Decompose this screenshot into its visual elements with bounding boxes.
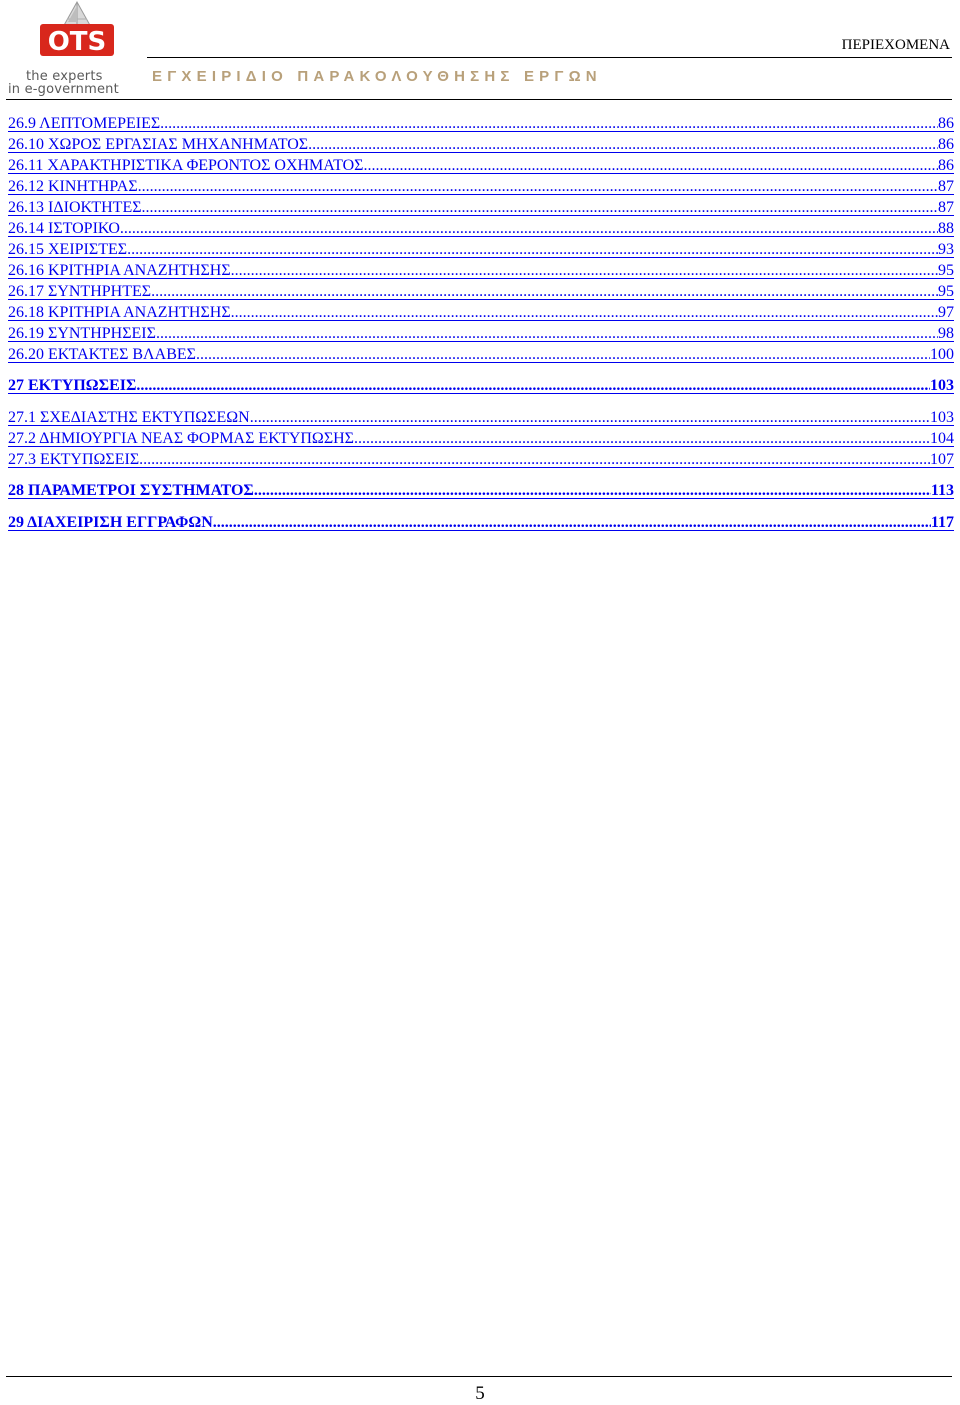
- toc-section-link[interactable]: [8, 326, 954, 347]
- header-bottom-divider: [6, 99, 952, 100]
- toc-entry-page: 117: [930, 515, 954, 531]
- toc-dot-leader: [196, 347, 930, 363]
- toc-entry-title: 29 ΔΙΑΧΕΙΡΙΣΗ ΕΓΓΡΑΦΩΝ: [8, 515, 213, 531]
- section-title: ΠΕΡΙΕΧΟΜΕΝΑ: [841, 37, 950, 53]
- toc-section-link[interactable]: [8, 179, 954, 200]
- toc-section-link[interactable]: [8, 452, 954, 473]
- footer-divider: [6, 1376, 952, 1377]
- toc-entry-page: 113: [930, 483, 954, 499]
- toc-dot-leader: [250, 410, 930, 426]
- toc-entry-page: 107: [930, 452, 954, 468]
- toc-dot-leader: [160, 116, 938, 132]
- toc-dot-leader: [308, 137, 938, 153]
- toc-section-link[interactable]: [8, 284, 954, 305]
- toc-dot-leader: [254, 483, 931, 499]
- logo-wordmark: OTS: [47, 27, 107, 57]
- logo-slogan-line1: the experts: [26, 69, 103, 84]
- toc-section-link[interactable]: [8, 410, 954, 431]
- toc-entry-page: 103: [930, 378, 954, 394]
- toc-entry-title: 26.18 ΚΡΙΤΗΡΙΑ ΑΝΑΖΗΤΗΣΗΣ: [8, 305, 231, 321]
- toc-dot-leader: [156, 326, 938, 342]
- toc-entry-page: 95: [938, 284, 954, 300]
- toc-entry-page: 98: [938, 326, 954, 342]
- toc-chapter-link[interactable]: [8, 483, 954, 505]
- toc-entry-page: 86: [938, 137, 954, 153]
- document-subtitle: ΕΓΧΕΙΡΙΔΙΟ ΠΑΡΑΚΟΛΟΥΘΗΣΗΣ ΕΡΓΩΝ: [152, 68, 602, 85]
- toc-entry-page: 88: [938, 221, 954, 237]
- toc-dot-leader: [138, 179, 938, 195]
- toc-section-link[interactable]: [8, 263, 954, 284]
- toc-dot-leader: [231, 263, 938, 279]
- header-divider: [147, 57, 952, 58]
- toc-section-link[interactable]: [8, 242, 954, 263]
- toc-entry-page: 97: [938, 305, 954, 321]
- toc-dot-leader: [142, 200, 938, 216]
- toc-entry-title: 27.1 ΣΧΕΔΙΑΣΤΗΣ ΕΚΤΥΠΩΣΕΩΝ: [8, 410, 250, 426]
- toc-section-link[interactable]: [8, 431, 954, 452]
- toc-entry-page: 86: [938, 116, 954, 132]
- toc-section-link[interactable]: [8, 347, 954, 368]
- toc-section-link[interactable]: [8, 137, 954, 158]
- toc-section-link[interactable]: [8, 200, 954, 221]
- toc-dot-leader: [136, 378, 930, 394]
- toc-entry-page: 95: [938, 263, 954, 279]
- toc-section-link[interactable]: [8, 158, 954, 179]
- toc-entry-title: 28 ΠΑΡΑΜΕΤΡΟΙ ΣΥΣΤΗΜΑΤΟΣ: [8, 483, 254, 499]
- toc-entry-title: 26.12 ΚΙΝΗΤΗΡΑΣ: [8, 179, 138, 195]
- toc-entry-title: 26.16 ΚΡΙΤΗΡΙΑ ΑΝΑΖΗΤΗΣΗΣ: [8, 263, 231, 279]
- table-of-contents: [8, 116, 954, 537]
- toc-entry-title: 26.13 ΙΔΙΟΚΤΗΤΕΣ: [8, 200, 142, 216]
- toc-entry-title: 26.19 ΣΥΝΤΗΡΗΣΕΙΣ: [8, 326, 156, 342]
- toc-entry-title: 27.3 ΕΚΤΥΠΩΣΕΙΣ: [8, 452, 140, 468]
- toc-dot-leader: [213, 515, 931, 531]
- toc-entry-title: 26.20 ΕΚΤΑΚΤΕΣ ΒΛΑΒΕΣ: [8, 347, 196, 363]
- toc-entry-page: 87: [938, 179, 954, 195]
- toc-entry-title: 26.15 ΧΕΙΡΙΣΤΕΣ: [8, 242, 128, 258]
- toc-dot-leader: [354, 431, 930, 447]
- toc-section-link[interactable]: [8, 305, 954, 326]
- toc-entry-title: 27 ΕΚΤΥΠΩΣΕΙΣ: [8, 378, 137, 394]
- toc-dot-leader: [151, 284, 938, 300]
- toc-entry-page: 100: [930, 347, 954, 363]
- toc-entry-title: 26.10 ΧΩΡΟΣ ΕΡΓΑΣΙΑΣ ΜΗΧΑΝΗΜΑΤΟΣ: [8, 137, 309, 153]
- toc-section-link[interactable]: [8, 221, 954, 242]
- toc-entry-title: 26.11 ΧΑΡΑΚΤΗΡΙΣΤΙΚΑ ΦΕΡΟΝΤΟΣ ΟΧΗΜΑΤΟΣ: [8, 158, 364, 174]
- toc-chapter-link[interactable]: [8, 378, 954, 400]
- toc-dot-leader: [120, 221, 938, 237]
- toc-entry-title: 26.17 ΣΥΝΤΗΡΗΤΕΣ: [8, 284, 152, 300]
- toc-entry-page: 87: [938, 200, 954, 216]
- toc-entry-page: 93: [938, 242, 954, 258]
- toc-dot-leader: [231, 305, 938, 321]
- page-number: 5: [475, 1383, 485, 1404]
- toc-entry-page: 104: [930, 431, 954, 447]
- toc-dot-leader: [363, 158, 938, 174]
- toc-dot-leader: [127, 242, 938, 258]
- toc-entry-page: 86: [938, 158, 954, 174]
- toc-entry-page: 103: [930, 410, 954, 426]
- toc-entry-title: 27.2 ΔΗΜΙΟΥΡΓΙΑ ΝΕΑΣ ΦΟΡΜΑΣ ΕΚΤΥΠΩΣΗΣ: [8, 431, 354, 447]
- toc-chapter-link[interactable]: [8, 515, 954, 537]
- toc-section-link[interactable]: [8, 116, 954, 137]
- toc-dot-leader: [139, 452, 930, 468]
- toc-entry-title: 26.9 ΛΕΠΤΟΜΕΡΕΙΕΣ: [8, 116, 161, 132]
- logo-slogan-line2: in e-government: [8, 82, 119, 97]
- toc-entry-title: 26.14 ΙΣΤΟΡΙΚΟ: [8, 221, 120, 237]
